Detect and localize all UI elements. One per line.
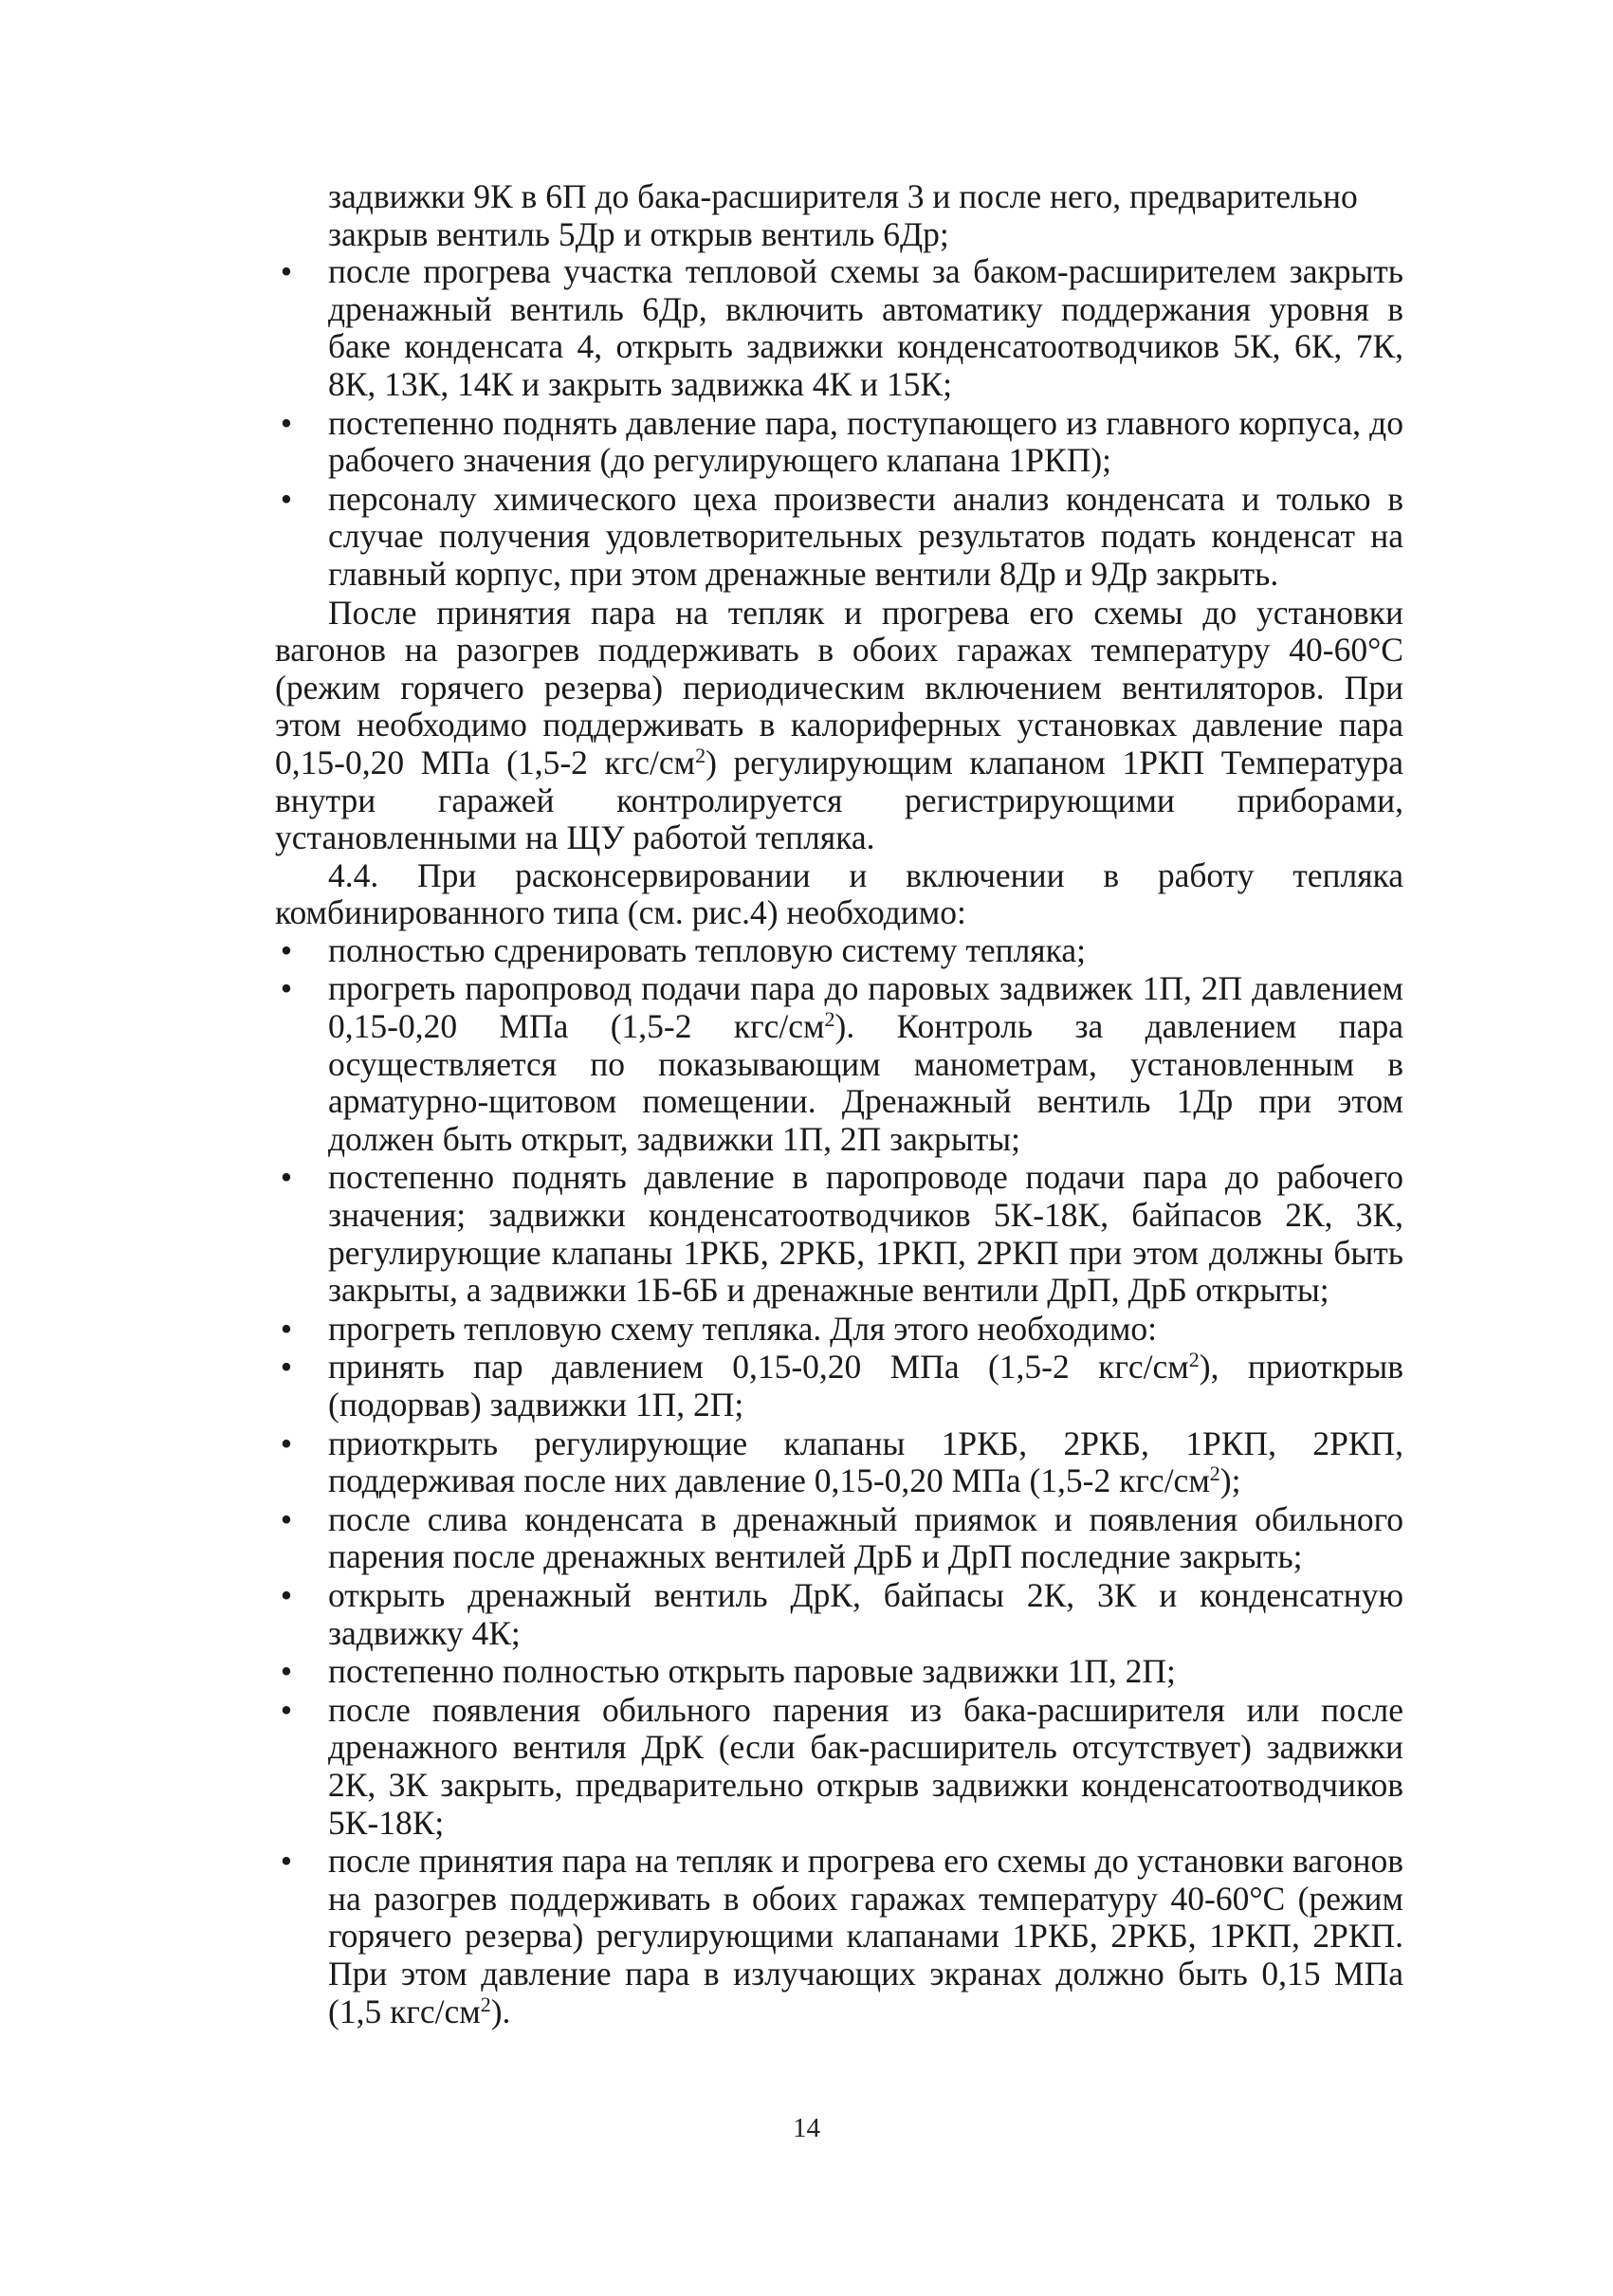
bullet-icon: • [280,1424,293,1462]
bullet-icon: • [280,1158,293,1197]
bullet-icon: • [280,1348,293,1387]
text-line: задвижки 9К в 6П до бака-расширителя 3 и после него, предварительно [328,177,1358,215]
list-item-text: постепенно поднять давление в паропроводе подачи пара до рабочего значения; задвижки конденсатоотводчиков 5К-18К, байпасов 2К, 3К, регулирующие клапаны 1РКБ, 2РКБ, 1РКП, 2РКП при этом должны быть закрыты, а задвижки 1Б-6Б и дренажные вентили ДрП, ДрБ открыты; [328,1158,1403,1310]
superscript: 2 [1188,1348,1200,1372]
bullet-icon: • [280,252,293,291]
list-item-text: ). [490,1992,511,2030]
list-item-text: после слива конденсата в дренажный приямок и появления обильного парения после дренажных вентилей ДрБ и ДрП последние закрыть; [328,1499,1403,1576]
list-item-text: после прогрева участка тепловой схемы за баком-расширителем закрыть дренажный вентиль 6Др, включить автоматику поддержания уровня в баке конденсата 4, открыть задвижки конденсатоотводчиков 5К, 6К, 7К, 8К, 13К, 14К и закрыть задвижка 4К и 15К; [328,252,1403,403]
bullet-icon: • [280,1652,293,1691]
list-item [275,932,1403,970]
page-number: 14 [793,2113,820,2143]
list-item [275,1311,1403,1349]
bullet-list-b [275,932,1403,2030]
list-item [275,253,1403,403]
list-item [275,1425,1403,1500]
list-item [275,1653,1403,1691]
document-body [275,178,1403,2031]
bullet-icon: • [280,479,293,518]
list-item-text: после принятия пара на тепляк и прогрева его схемы до установки вагонов на разогрев поддерживать в обоих гаражах температуру 40-60°С (режим горячего резерва) регулирующими клапанами 1РКБ, 2РКБ, 1РКП, 2РКП. При этом давление пара в излучающих экранах должно быть 0,15 МПа (1,5 кгс/см [328,1842,1403,2030]
section-4-4-paragraph: 4.4. При расконсервировании и включении в работу тепляка комбинированного типа (см. рис.4) необходимо: [275,855,1403,932]
bullet-icon: • [280,1309,293,1348]
list-item [275,405,1403,480]
text-line: закрыв вентиль 5Др и открыв вентиль 6Др; [328,214,949,253]
list-item-text: принять пар давлением 0,15-0,20 МПа (1,5-2 кгс/см [328,1348,1189,1387]
bullet-icon: • [280,1575,293,1614]
paragraph-heating-mode [275,595,1403,857]
paragraph-text: После принятия пара на тепляк и прогрева его схемы до установки вагонов на разогрев поддерживать в обоих гаражах температуру 40-60°С (режим горячего резерва) периодическим включением вентиляторов. При этом необходимо поддерживать в калориферных установках давление пара 0,15-0,20 МПа (1,5-2 кгс/см [275,593,1403,781]
list-item-text: персоналу химического цеха произвести анализ конденсата и только в случае получения удовлетворительных результатов подать конденсат на главный корпус, при этом дренажные вентили 8Др и 9Др закрыть. [328,479,1403,593]
bullet-icon: • [280,1499,293,1538]
list-item [275,1843,1403,2030]
bullet-icon: • [280,1842,293,1881]
bullet-list-a [275,253,1403,593]
list-item [275,1349,1403,1424]
list-item-text: прогреть тепловую схему тепляка. Для этого необходимо: [328,1309,1158,1348]
superscript: 2 [695,743,706,767]
list-item [275,1577,1403,1652]
list-item-text: ), приоткрыв (подорвав) задвижки 1П, 2П; [328,1348,1404,1424]
list-item-text: постепенно полностью открыть паровые задвижки 1П, 2П; [328,1652,1176,1691]
list-item [275,481,1403,594]
list-item-text: полностью сдренировать тепловую систему тепляка; [328,930,1086,969]
list-item [275,1501,1403,1576]
superscript: 2 [480,1992,491,2016]
superscript: 2 [1209,1461,1220,1486]
list-item [275,1159,1403,1309]
superscript: 2 [824,1006,835,1031]
list-item-text: ). Контроль за давлением пара осуществляется по показывающим манометрам, установленным в арматурно-щитовом помещении. Дренажный вентиль 1Др при этом должен быть открыт, задвижки 1П, 2П закрыты; [328,1007,1403,1158]
list-item-text: после появления обильного парения из бака-расширителя или после дренажного вентиля ДрК (если бак-расширитель отсутствует) задвижки 2К, 3К закрыть, предварительно открыв задвижки конденсатоотводчиков 5К-18К; [328,1690,1403,1842]
bullet-icon: • [280,969,293,1008]
bullet-icon: • [280,930,293,969]
list-item [275,1692,1403,1842]
list-item-text: постепенно поднять давление пара, поступающего из главного корпуса, до рабочего значения (до регулирующего клапана 1РКП); [328,403,1403,480]
list-item [275,970,1403,1158]
bullet-icon: • [280,1690,293,1729]
list-item-text: прогреть паропровод подачи пара до паровых задвижек 1П, 2П давлением 0,15-0,20 МПа (1,5-2 кгс/см [328,969,1403,1046]
continued-bullet-text [328,178,1403,253]
paragraph-text: ) регулирующим клапаном 1РКП Температура внутри гаражей контролируется регистрирующими приборами, установленными на ЩУ работой тепляка. [275,743,1404,857]
bullet-icon: • [280,403,293,442]
list-item-text: ); [1219,1461,1241,1500]
list-item-text: приоткрыть регулирующие клапаны 1РКБ, 2РКБ, 1РКП, 2РКП, поддерживая после них давление 0,15-0,20 МПа (1,5-2 кгс/см [328,1424,1403,1500]
list-item-text: открыть дренажный вентиль ДрК, байпасы 2К, 3К и конденсатную задвижку 4К; [328,1575,1403,1652]
